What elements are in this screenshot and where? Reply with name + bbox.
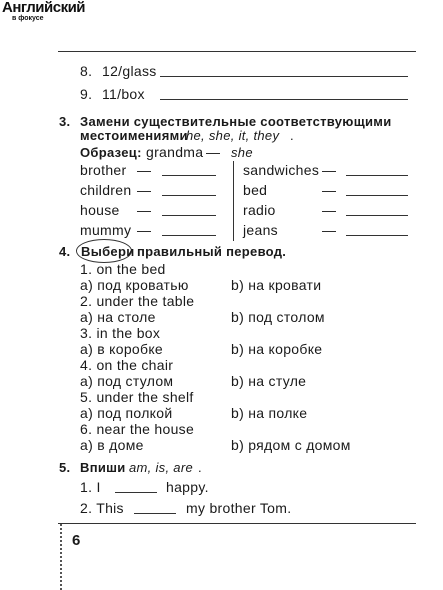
ex3-example-dash: — <box>206 144 221 160</box>
ex4-q4-option-b[interactable]: b) на стуле <box>231 373 307 389</box>
ex5-label: Впиши <box>80 460 126 475</box>
ex3-left-dash-4: — <box>137 222 152 238</box>
ex3-left-word-4: mummy <box>80 222 132 238</box>
ex4-q6: 6. near the house <box>80 421 195 437</box>
item-9-blank[interactable] <box>160 99 408 100</box>
item-9-number: 9. <box>80 86 93 102</box>
item-9-text: 11/box <box>102 86 145 102</box>
ex3-left-dash-2: — <box>137 182 152 198</box>
ex3-example-word: grandma <box>146 144 204 160</box>
item-8-number: 8. <box>80 63 93 79</box>
ex3-right-dash-2: — <box>322 182 337 198</box>
header-rule <box>58 51 416 52</box>
ex3-left-word-1: brother <box>80 162 127 178</box>
ex3-right-blank-2[interactable] <box>346 195 408 196</box>
ex3-right-blank-3[interactable] <box>346 215 408 216</box>
ex4-q4-option-a[interactable]: a) под стулом <box>80 373 174 389</box>
ex3-instruction-line2: местоимениями <box>80 128 188 143</box>
ex4-q5: 5. under the shelf <box>80 389 194 405</box>
ex5-s2-start: 2. This <box>80 500 124 516</box>
ex4-number: 4. <box>59 244 71 259</box>
ex4-q3-option-a[interactable]: a) в коробке <box>80 341 163 357</box>
ex4-q1-option-a[interactable]: a) под кроватью <box>80 277 189 293</box>
ex4-q2-option-b[interactable]: b) под столом <box>231 309 325 325</box>
logo-subtitle: в фокусе <box>12 15 44 22</box>
ex3-example-answer: she <box>231 145 253 160</box>
ex3-left-dash-1: — <box>137 162 152 178</box>
ex5-words: am, is, are <box>129 460 193 475</box>
ex3-right-word-4: jeans <box>243 222 278 238</box>
ex3-right-word-2: bed <box>243 182 268 198</box>
ex4-q1: 1. on the bed <box>80 261 166 277</box>
ex3-right-dash-1: — <box>322 162 337 178</box>
ex3-number: 3. <box>59 114 71 129</box>
ex4-q6-option-b[interactable]: b) рядом с домом <box>231 437 351 453</box>
ex3-right-word-3: radio <box>243 202 276 218</box>
ex4-q3: 3. in the box <box>80 325 161 341</box>
ex3-left-word-2: children <box>80 182 132 198</box>
ex4-circled-word: Выбери <box>81 244 135 259</box>
ex4-instruction: правильный перевод. <box>137 244 287 259</box>
textbook-logo <box>0 0 84 24</box>
ex3-instruction-line1: Замени существительные соответствующими <box>80 114 392 129</box>
ex3-right-blank-1[interactable] <box>346 175 408 176</box>
ex4-q5-option-a[interactable]: a) под полкой <box>80 405 173 421</box>
margin-dots <box>60 524 62 590</box>
item-8-text: 12/glass <box>102 63 157 79</box>
ex4-q6-option-a[interactable]: a) в доме <box>80 437 144 453</box>
ex3-column-divider <box>233 161 234 241</box>
page-number: 6 <box>72 532 81 549</box>
logo-title: Английский <box>2 0 86 16</box>
ex5-s2-blank[interactable] <box>134 513 176 514</box>
ex4-q1-option-b[interactable]: b) на кровати <box>231 277 322 293</box>
ex4-q5-option-b[interactable]: b) на полке <box>231 405 308 421</box>
ex3-left-blank-3[interactable] <box>162 215 216 216</box>
ex4-q4: 4. on the chair <box>80 357 174 373</box>
ex4-q2-option-a[interactable]: a) на столе <box>80 309 156 325</box>
item-8-blank[interactable] <box>160 76 408 77</box>
ex4-q2: 2. under the table <box>80 293 195 309</box>
ex3-left-blank-2[interactable] <box>162 195 216 196</box>
ex3-right-dash-4: — <box>322 222 337 238</box>
ex5-s2-end: my brother Tom. <box>186 500 292 516</box>
footer-rule <box>58 523 416 524</box>
ex3-left-word-3: house <box>80 202 120 218</box>
ex5-s1-blank[interactable] <box>115 492 157 493</box>
ex5-s1-end: happy. <box>166 479 209 495</box>
ex5-s1-start: 1. I <box>80 479 101 495</box>
ex3-right-dash-3: — <box>322 202 337 218</box>
ex4-q3-option-b[interactable]: b) на коробке <box>231 341 323 357</box>
ex3-right-blank-4[interactable] <box>346 235 408 236</box>
ex3-left-blank-4[interactable] <box>162 235 216 236</box>
ex3-instruction-dot: . <box>290 128 294 143</box>
ex5-number: 5. <box>59 460 71 475</box>
ex3-right-word-1: sandwiches <box>243 162 320 178</box>
ex5-dot: . <box>198 460 202 475</box>
ex3-left-blank-1[interactable] <box>162 175 216 176</box>
ex3-example-label: Образец: <box>80 145 142 160</box>
ex3-left-dash-3: — <box>137 202 152 218</box>
ex3-pronouns: he, she, it, they <box>186 128 280 143</box>
